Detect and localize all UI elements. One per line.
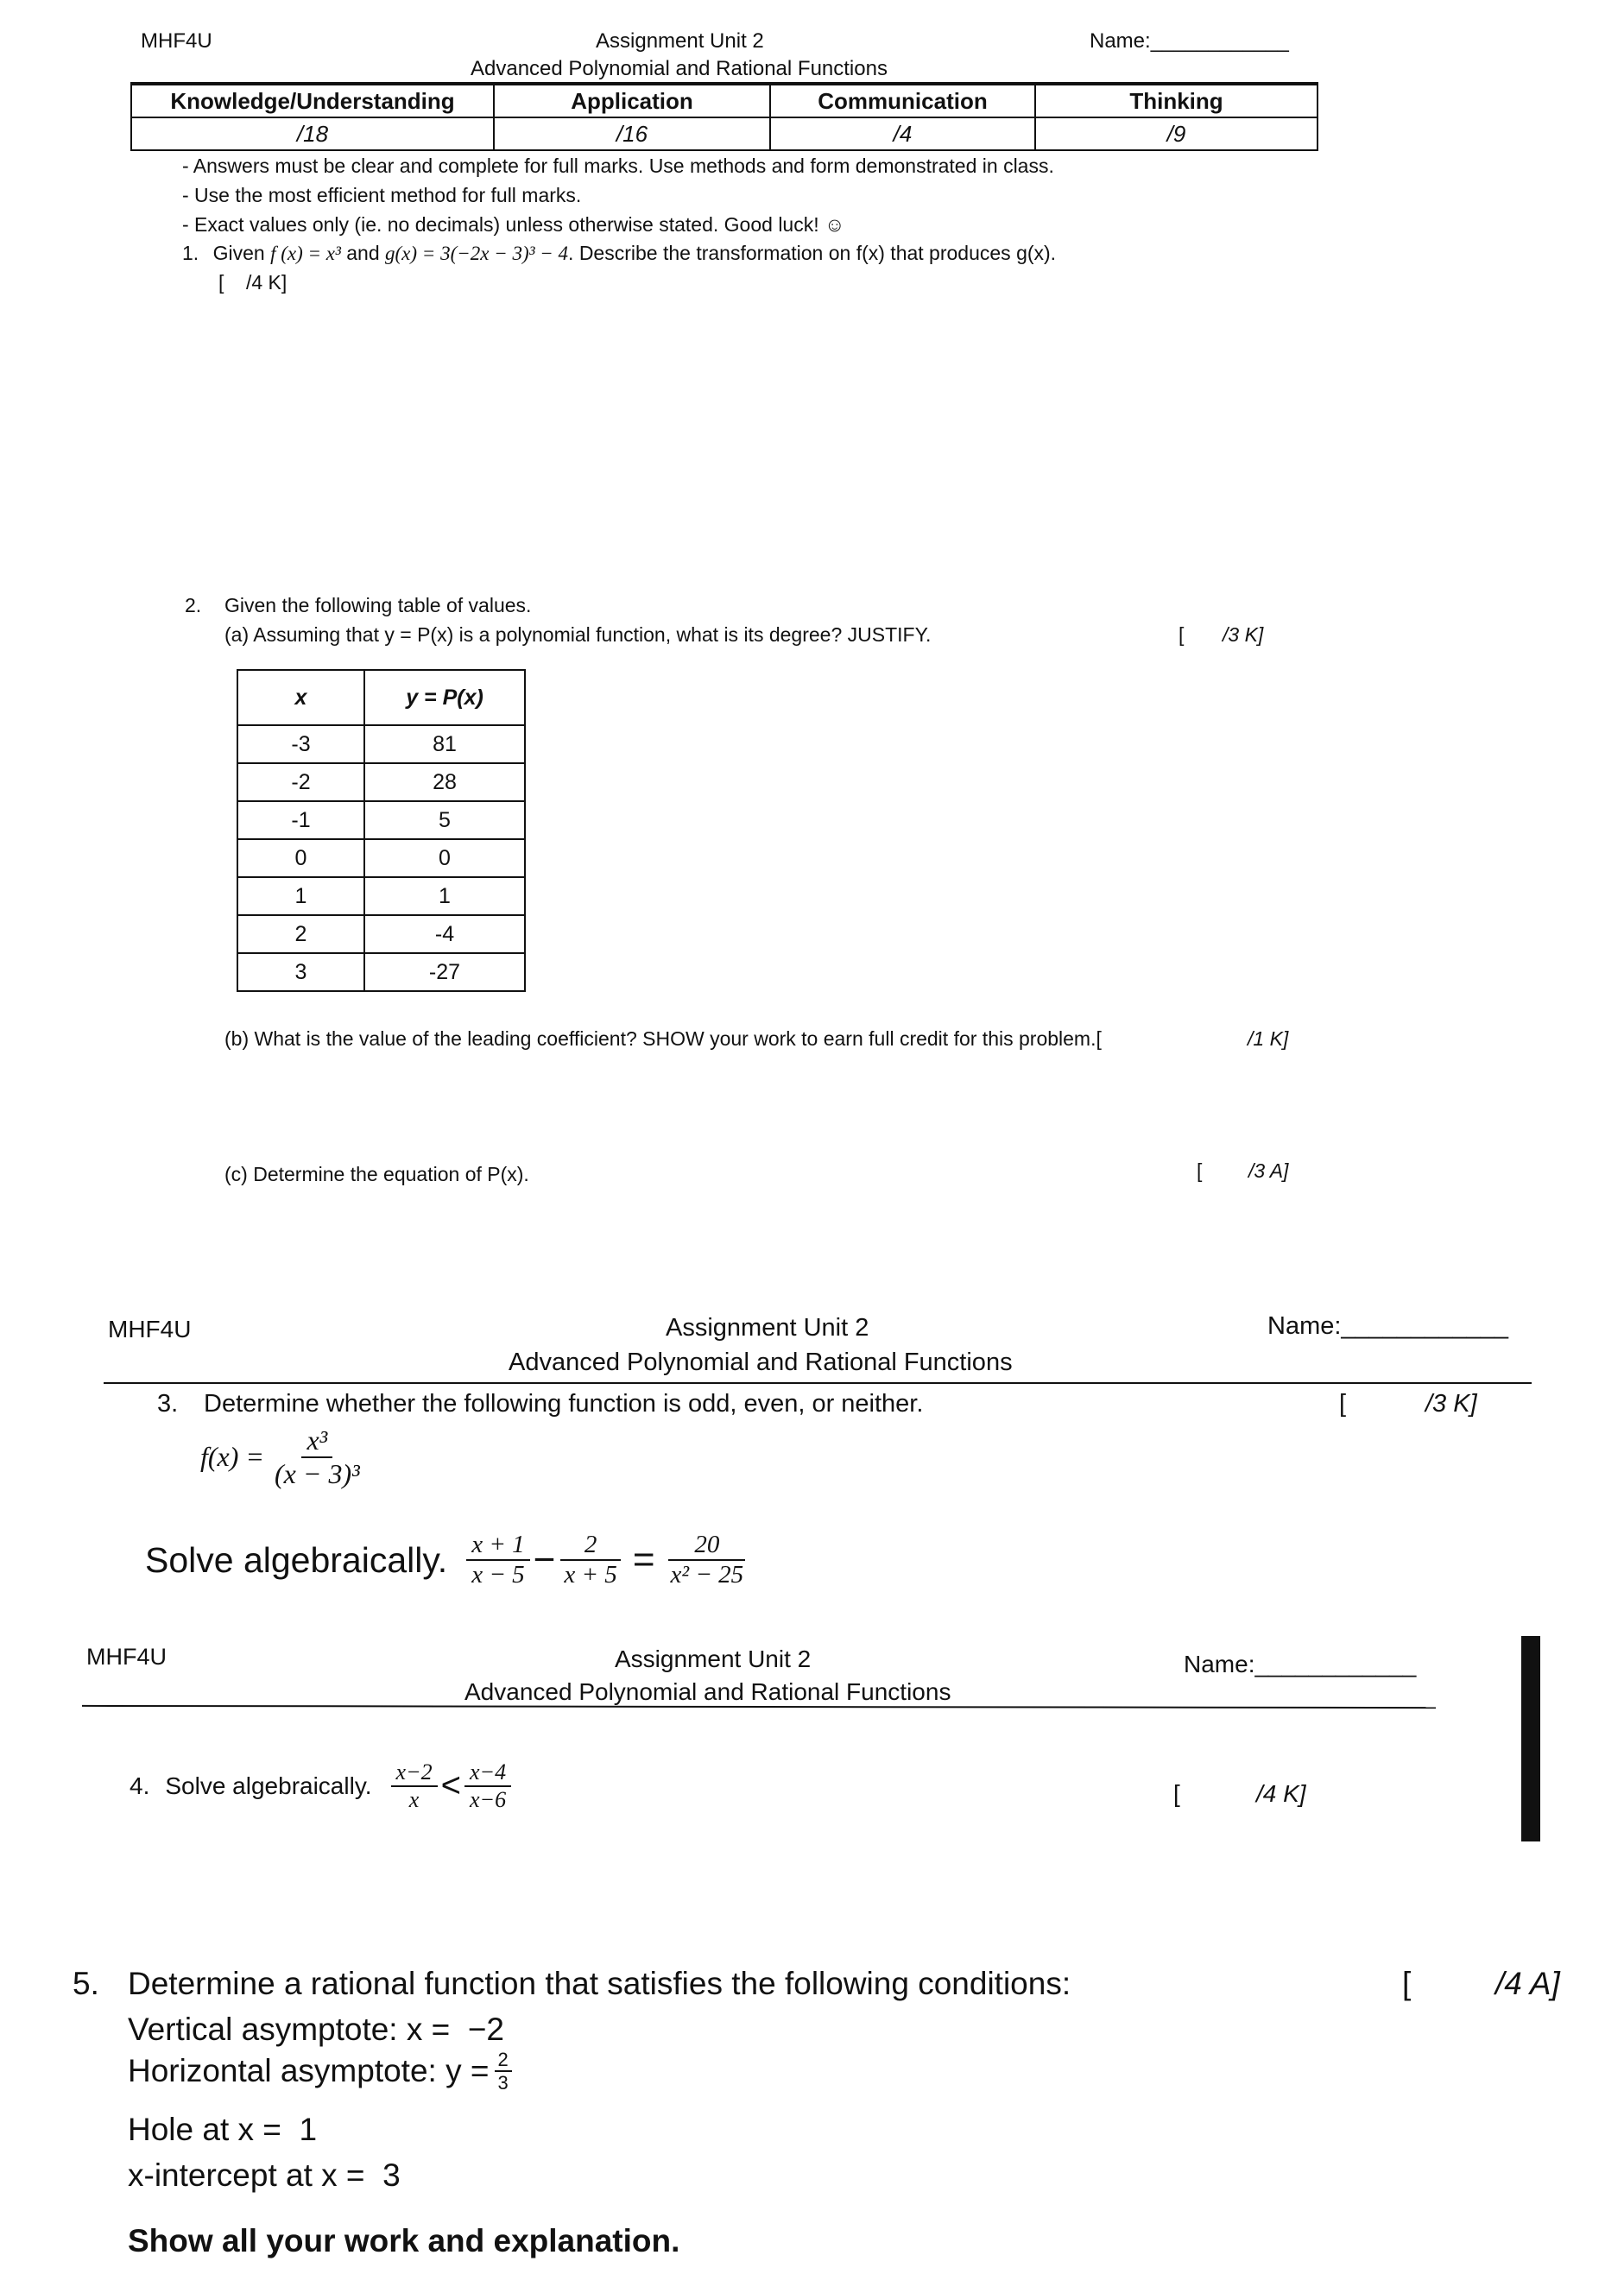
q4-marks-open: [	[1173, 1780, 1180, 1807]
q5-text: Determine a rational function that satisfies the following conditions:	[128, 1966, 1071, 2001]
rubric-score-thinking: /9	[1035, 117, 1318, 150]
name-field[interactable]: Name:____________	[1267, 1312, 1508, 1340]
q3-number: 3.	[157, 1390, 179, 1418]
q5-vertical-asymptote: Vertical asymptote: x = −2	[128, 2012, 504, 2047]
q1-g-expression: g(x) = 3(−2x − 3)³ − 4	[385, 243, 569, 264]
rubric-header-application: Application	[494, 85, 770, 117]
solve-equals: =	[632, 1538, 655, 1582]
header-rule	[104, 1382, 1532, 1384]
assignment-title: Assignment Unit 2	[615, 1646, 812, 1672]
q2a-text: (a) Assuming that y = P(x) is a polynomial function, what is its degree? JUSTIFY.	[224, 623, 932, 646]
q4-left-denominator: x	[408, 1786, 420, 1812]
table-cell-y: -4	[364, 915, 525, 953]
q4-left-numerator: x−2	[391, 1759, 438, 1787]
table-cell-x: 0	[237, 839, 364, 877]
q1-and: and	[346, 242, 380, 264]
instruction-line: - Answers must be clear and complete for full marks. Use methods and form demonstrated in class.	[182, 155, 1054, 177]
q3-text: Determine whether the following function is odd, even, or neither.	[204, 1390, 924, 1418]
q2a-marks: /3 K]	[1223, 623, 1264, 646]
q3-function	[200, 1424, 365, 1490]
q4-label: Solve algebraically.	[165, 1772, 372, 1799]
rubric-score-knowledge: /18	[131, 117, 494, 150]
name-field[interactable]: Name:____________	[1184, 1651, 1417, 1677]
table-cell-x: -1	[237, 801, 364, 839]
rubric-score-application: /16	[494, 117, 770, 150]
q1-given: Given	[212, 242, 265, 264]
assignment-subtitle: Advanced Polynomial and Rational Functions	[471, 57, 888, 80]
assignment-title: Assignment Unit 2	[596, 29, 764, 53]
q5-number: 5.	[73, 1966, 99, 2001]
q3-fraction-numerator: x³	[301, 1424, 332, 1458]
q2c-marks: /3 A]	[1248, 1159, 1289, 1182]
header-rule	[82, 1705, 1436, 1709]
assignment-subtitle: Advanced Polynomial and Rational Functions	[509, 1349, 1013, 1376]
q3-fraction	[269, 1424, 365, 1490]
instruction-line: - Exact values only (ie. no decimals) unless otherwise stated. Good luck! ☺	[182, 213, 845, 236]
q4-number: 4.	[130, 1772, 150, 1799]
q3-function-lhs: f(x) =	[200, 1441, 264, 1473]
rubric-score-communication: /4	[770, 117, 1035, 150]
table-cell-x: -2	[237, 763, 364, 801]
q4-right-fraction	[464, 1759, 511, 1813]
table-cell-y: 5	[364, 801, 525, 839]
q2b-text: (b) What is the value of the leading coefficient? SHOW your work to earn full credit for this problem.[	[224, 1027, 1102, 1050]
values-table-header-y: y = P(x)	[364, 670, 525, 725]
q5-ha-denominator: 3	[497, 2072, 509, 2094]
table-cell-y: 28	[364, 763, 525, 801]
rubric-header-thinking: Thinking	[1035, 85, 1318, 117]
table-cell-y: 0	[364, 839, 525, 877]
rubric-header-knowledge: Knowledge/Understanding	[131, 85, 494, 117]
q2b-marks: /1 K]	[1248, 1027, 1289, 1050]
solve-label: Solve algebraically.	[145, 1539, 448, 1580]
q3-marks-open: [	[1339, 1390, 1347, 1418]
table-row	[237, 877, 525, 915]
q5-ha-numerator: 2	[495, 2049, 512, 2072]
q4-right-denominator: x−6	[469, 1786, 507, 1812]
solve-term-3	[666, 1531, 749, 1590]
values-table	[237, 669, 526, 992]
rubric-header-communication: Communication	[770, 85, 1035, 117]
q1-number: 1.	[182, 242, 199, 264]
q1-f-expression: f (x) = x³	[270, 243, 341, 264]
table-cell-x: 2	[237, 915, 364, 953]
solve-term-2	[559, 1531, 622, 1590]
table-row	[237, 763, 525, 801]
assignment-subtitle: Advanced Polynomial and Rational Functions	[464, 1678, 951, 1705]
table-cell-x: 1	[237, 877, 364, 915]
q4-less-than: <	[440, 1766, 461, 1805]
table-row	[237, 725, 525, 763]
assignment-title: Assignment Unit 2	[666, 1314, 869, 1342]
course-code: MHF4U	[141, 29, 212, 53]
solve-term-2-denominator: x + 5	[564, 1561, 617, 1589]
q4-marks: /4 K]	[1256, 1780, 1306, 1807]
name-field[interactable]: Name:____________	[1090, 29, 1289, 53]
q5-x-intercept: x-intercept at x = 3	[128, 2157, 401, 2193]
table-cell-y: 81	[364, 725, 525, 763]
scan-edge-bar	[1521, 1636, 1540, 1841]
solve-equation	[145, 1531, 749, 1590]
q2c-marks-open: [	[1197, 1159, 1203, 1182]
rubric-table	[130, 84, 1318, 151]
question-4	[130, 1759, 511, 1813]
q2-intro: Given the following table of values.	[224, 594, 532, 616]
table-cell-y: 1	[364, 877, 525, 915]
solve-term-3-denominator: x² − 25	[670, 1561, 744, 1589]
solve-term-1-numerator: x + 1	[466, 1531, 529, 1561]
solve-term-1-denominator: x − 5	[471, 1561, 525, 1589]
table-row	[237, 801, 525, 839]
q2a-marks-open: [	[1179, 623, 1185, 646]
q1-marks: [ /4 K]	[218, 271, 288, 294]
solve-minus: −	[533, 1538, 556, 1582]
table-cell-y: -27	[364, 953, 525, 991]
q1-prompt: . Describe the transformation on f(x) that produces g(x).	[568, 242, 1057, 264]
q5-hole: Hole at x = 1	[128, 2112, 318, 2147]
table-cell-x: -3	[237, 725, 364, 763]
q5-marks-open: [	[1402, 1966, 1412, 2001]
solve-term-3-numerator: 20	[668, 1531, 745, 1561]
q4-left-fraction	[391, 1759, 438, 1813]
q5-footer-instruction: Show all your work and explanation.	[128, 2223, 680, 2258]
q2-number: 2.	[185, 594, 202, 616]
instruction-line: - Use the most efficient method for full marks.	[182, 184, 582, 206]
course-code: MHF4U	[86, 1644, 167, 1670]
q5-horizontal-asymptote-label: Horizontal asymptote: y =	[128, 2053, 490, 2089]
q3-marks: /3 K]	[1425, 1390, 1477, 1418]
table-cell-x: 3	[237, 953, 364, 991]
table-row	[237, 953, 525, 991]
q5-ha-fraction	[495, 2049, 512, 2094]
table-row	[237, 839, 525, 877]
solve-term-1	[466, 1531, 529, 1590]
solve-term-2-numerator: 2	[560, 1531, 622, 1561]
values-table-header-x: x	[237, 670, 364, 725]
q3-fraction-denominator: (x − 3)³	[275, 1457, 360, 1489]
q5-marks: /4 A]	[1495, 1966, 1560, 2001]
course-code: MHF4U	[108, 1316, 192, 1342]
table-row	[237, 915, 525, 953]
q2c-text: (c) Determine the equation of P(x).	[224, 1163, 529, 1185]
question-1	[182, 242, 1056, 265]
q5-horizontal-asymptote	[128, 2049, 512, 2094]
q4-right-numerator: x−4	[464, 1759, 511, 1787]
